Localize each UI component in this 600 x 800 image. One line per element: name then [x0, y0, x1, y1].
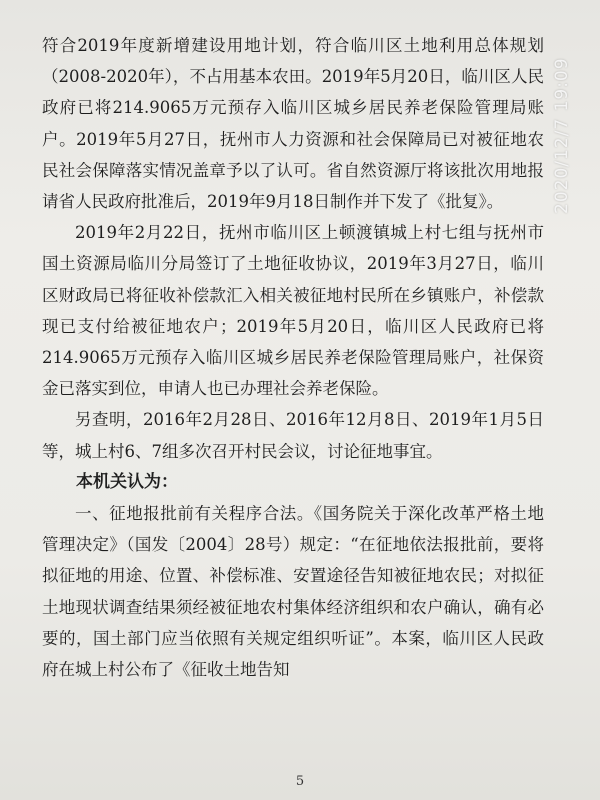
document-body — [42, 30, 544, 685]
paragraph-continuation: 符合2019年度新增建设用地计划，符合临川区土地利用总体规划（2008-2020年），不占用基本农田。2019年5月20日，临川区人民政府已将214.9065万元预存入临川区城乡居民养老保险管理局账户。2019年5月27日，抚州市人力资源和社会保障局已对被征地农民社会保障落实情况盖章予以了认可。省自然资源厅将该批次用地报请省人民政府批准后，2019年9月18日制作并下发了《批复》。 — [42, 36, 544, 212]
section-heading: 本机关认为： — [76, 471, 178, 492]
paragraph-opinion-one: 一、征地报批前有关程序合法。《国务院关于深化改革严格土地管理决定》（国发〔2004〕28号）规定：“在征地依法报批前，要将拟征地的用途、位置、补偿标准、安置途径告知被征地农民；对拟征土地现状调查结果须经被征地农村集体经济组织和农户确认，确有必要的，国土部门应当依照有关规定组织听证”。本案，临川区人民政府在城上村公布了《征收土地告知 — [42, 504, 544, 680]
page-number: 5 — [295, 774, 305, 789]
paragraph-further-finding: 另查明，2016年2月28日、2016年12月8日、2019年1月5日等，城上村6、7组多次召开村民会议，讨论征地事宜。 — [42, 410, 544, 461]
paragraph-agreement: 2019年2月22日，抚州市临川区上顿渡镇城上村七组与抚州市国土资源局临川分局签订了土地征收协议，2019年3月27日，临川区财政局已将征收补偿款汇入相关被征地村民所在乡镇账户，补偿款现已支付给被征地农户；2019年5月20日，临川区人民政府已将214.9065万元预存入临川区城乡居民养老保险管理局账户，社保资金已落实到位，申请人也已办理社会养老保险。 — [42, 223, 544, 399]
timestamp-watermark: 2020/12/7 19:09 — [552, 57, 572, 214]
